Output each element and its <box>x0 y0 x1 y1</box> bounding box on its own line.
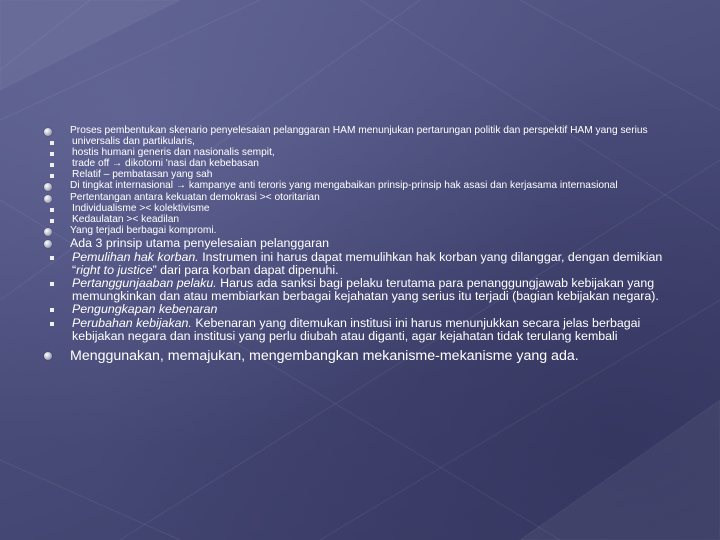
sub-bullet <box>40 317 680 342</box>
sub-bullet-text <box>72 277 680 302</box>
sub-bullet-text: universalis dan partikularis, <box>72 136 195 148</box>
sub-bullet <box>40 215 680 226</box>
round-bullet-icon <box>44 240 52 248</box>
sub-bullet <box>40 303 680 316</box>
square-bullet-icon <box>50 141 54 145</box>
square-bullet-icon <box>50 282 54 286</box>
sub-bullet <box>40 137 680 148</box>
bullet-point-6 <box>40 348 680 364</box>
bullet-text: Menggunakan, memajukan, mengembangkan mekanisme-mekanisme yang ada. <box>70 348 579 365</box>
round-bullet-icon <box>44 183 52 191</box>
sub-bullet-text <box>72 317 680 342</box>
square-bullet-icon <box>50 174 54 178</box>
square-bullet-icon <box>50 219 54 223</box>
sub-bullet-body: ” dari para korban dapat dipenuhi. <box>152 262 339 277</box>
sub-bullet <box>40 170 680 181</box>
round-bullet-icon <box>44 228 52 236</box>
bullet-point-5 <box>40 237 680 250</box>
sub-bullet-text: hostis humani generis dan nasionalis sempit, <box>72 147 275 159</box>
bullet-text: Yang terjadi berbagai kompromi. <box>70 224 217 236</box>
bullet-point-3 <box>40 193 680 204</box>
sub-bullet-text: Kedaulatan >< keadilan <box>72 213 180 225</box>
square-bullet-icon <box>50 322 54 326</box>
square-bullet-icon <box>50 256 54 260</box>
round-bullet-icon <box>44 195 52 203</box>
square-bullet-icon <box>50 308 54 312</box>
sub-bullet-text <box>72 251 680 276</box>
sub-bullet <box>40 251 680 276</box>
sub-bullet <box>40 277 680 302</box>
sub-bullet-body: Instrumen ini harus dapat memulihkan hak korban yang dilanggar, dengan demikian “ <box>72 250 663 277</box>
bullet-point-2 <box>40 181 680 192</box>
sub-bullet-emphasis: Pengungkapan kebenaran <box>72 302 218 317</box>
square-bullet-icon <box>50 163 54 167</box>
bullet-text: Di tingkat internasional → kampanye anti teroris yang mengabaikan prinsip-prinsip hak asasi dan kerjasama internasional <box>70 180 618 192</box>
sub-bullet-body: Harus ada sanksi bagi pelaku terutama para penanggungjawab kebijakan yang memungkinkan dan atau membiarkan berbagai kejahatan yang serius itu terjadi (bagian kebijakan negara). <box>72 276 659 303</box>
slide-content <box>40 126 680 364</box>
sub-bullet-emphasis: Pemulihan hak korban. <box>72 250 199 265</box>
sub-bullet-emphasis: right to justice <box>76 262 153 277</box>
sub-bullet-emphasis: Pertanggunjaaban pelaku. <box>72 276 217 291</box>
round-bullet-icon <box>44 352 52 360</box>
bullet-text: Pertentangan antara kekuatan demokrasi >< otoritarian <box>70 191 320 203</box>
bullet-text: Proses pembentukan skenario penyelesaian pelanggaran HAM menunjukan pertarungan politik dan perspektif HAM yang serius <box>70 125 648 136</box>
sub-bullet-body: Kebenaran yang ditemukan institusi ini harus menunjukkan secara jelas berbagai kebijakan negara dan institusi yang perlu diubah atau diganti, agar kejahatan tidak terulang kembali <box>72 316 641 343</box>
sub-bullet <box>40 159 680 170</box>
sub-bullet-emphasis: Perubahan kebijakan. <box>72 316 192 330</box>
square-bullet-icon <box>50 208 54 212</box>
sub-bullet <box>40 148 680 159</box>
sub-bullet-text <box>72 303 680 316</box>
sub-bullet-text: Relatif – pembatasan yang sah <box>72 169 213 181</box>
sub-bullet <box>40 204 680 215</box>
sub-bullet-text: trade off → dikotomi 'nasi dan kebebasan <box>72 158 259 170</box>
square-bullet-icon <box>50 152 54 156</box>
bullet-point-1 <box>40 126 680 137</box>
bullet-point-4 <box>40 226 680 237</box>
sub-bullet-text: Individualisme >< kolektivisme <box>72 202 210 214</box>
bullet-text: Ada 3 prinsip utama penyelesaian pelanggaran <box>70 236 330 251</box>
round-bullet-icon <box>44 128 52 136</box>
